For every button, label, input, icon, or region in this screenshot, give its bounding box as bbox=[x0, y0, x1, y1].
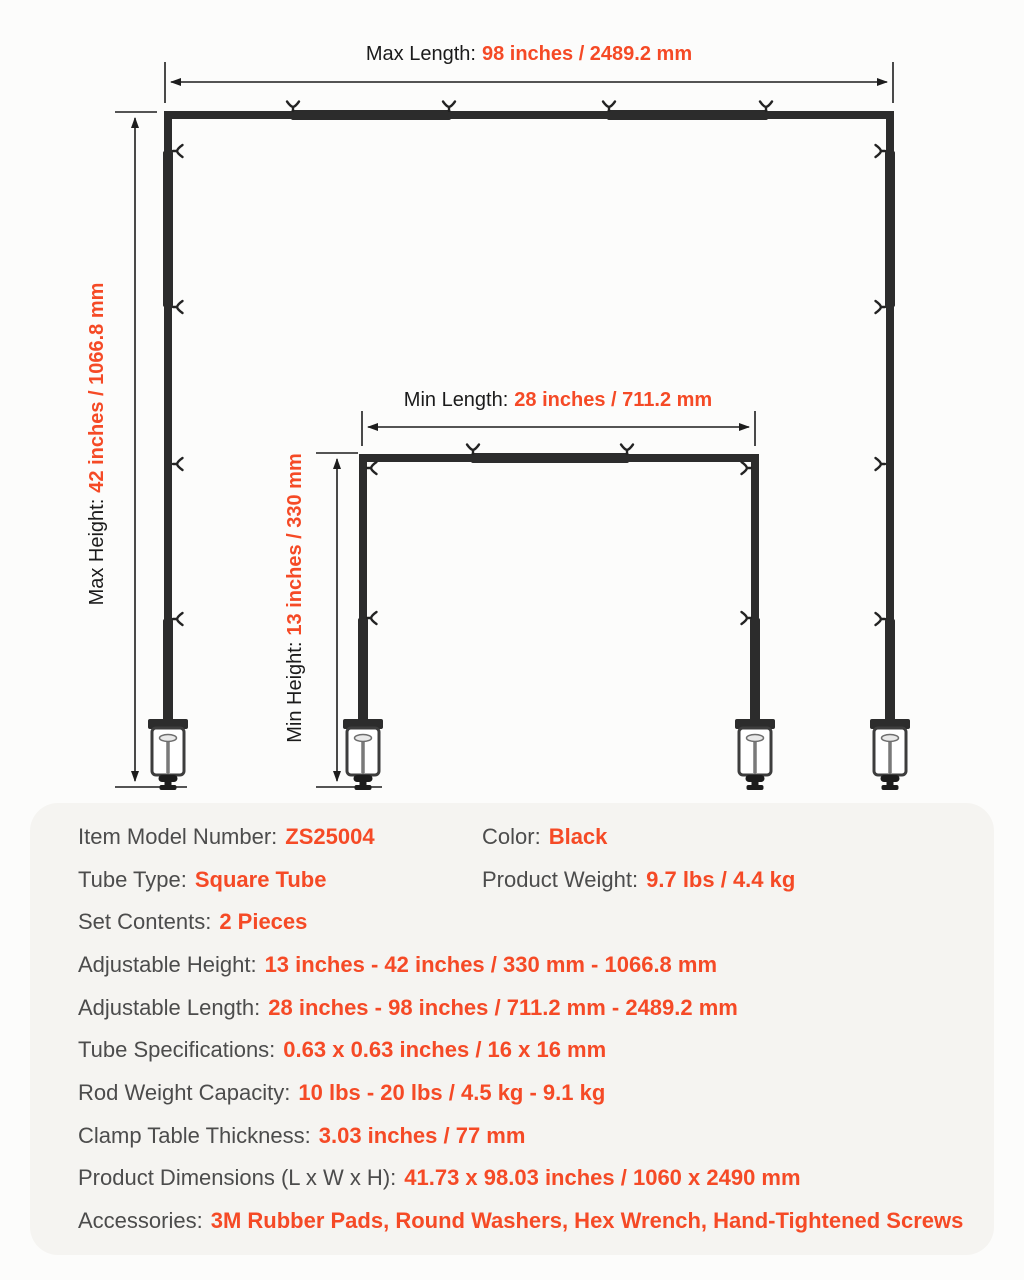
spec-panel bbox=[30, 803, 994, 1255]
spec-value: Square Tube bbox=[194, 867, 327, 892]
small-frame bbox=[358, 453, 760, 727]
spec-label: Set Contents: bbox=[78, 909, 212, 934]
spec-row-adjustable-length bbox=[78, 993, 738, 1023]
spec-label: Item Model Number: bbox=[78, 824, 278, 849]
spec-label: Color: bbox=[482, 824, 541, 849]
table-clamp-outer-left bbox=[148, 719, 188, 790]
spec-value: 28 inches - 98 inches / 711.2 mm - 2489.2 mm bbox=[268, 995, 738, 1020]
spec-value: 3M Rubber Pads, Round Washers, Hex Wrench, Hand-Tightened Screws bbox=[210, 1208, 964, 1233]
spec-value: Black bbox=[548, 824, 608, 849]
min-length-label: Min Length: 28 inches / 711.2 mm bbox=[403, 389, 713, 411]
spec-value: ZS25004 bbox=[285, 824, 375, 849]
large-frame bbox=[163, 110, 895, 727]
spec-value: 9.7 lbs / 4.4 kg bbox=[646, 867, 796, 892]
spec-row-clamp-table-thickness bbox=[78, 1121, 525, 1151]
table-clamp-outer-right bbox=[870, 719, 910, 790]
spec-row-weight bbox=[482, 865, 795, 895]
spec-row-accessories bbox=[78, 1206, 963, 1236]
spec-value: 13 inches - 42 inches / 330 mm - 1066.8 mm bbox=[264, 952, 718, 977]
min-height-label: Min Height:13 inches / 330 mm bbox=[284, 453, 306, 743]
max-length-label: Max Length: 98 inches / 2489.2 mm bbox=[365, 43, 693, 65]
spec-row-adjustable-height bbox=[78, 950, 717, 980]
spec-row-set-contents bbox=[78, 907, 307, 937]
spec-value: 41.73 x 98.03 inches / 1060 x 2490 mm bbox=[404, 1165, 801, 1190]
max-height-label: Max Height:42 inches / 1066.8 mm bbox=[86, 282, 108, 606]
spec-row-rod-weight-capacity bbox=[78, 1078, 605, 1108]
spec-label: Tube Type: bbox=[78, 867, 187, 892]
min-length-dimension bbox=[362, 389, 755, 446]
max-length-dimension bbox=[165, 43, 893, 103]
spec-row-tube-specifications bbox=[78, 1035, 606, 1065]
spec-row-color bbox=[482, 822, 607, 852]
spec-value: 3.03 inches / 77 mm bbox=[318, 1123, 526, 1148]
spec-value: 10 lbs - 20 lbs / 4.5 kg - 9.1 kg bbox=[298, 1080, 606, 1105]
spec-row-model bbox=[78, 822, 375, 852]
spec-label: Rod Weight Capacity: bbox=[78, 1080, 291, 1105]
spec-row-product-dimensions bbox=[78, 1163, 801, 1193]
spec-label: Product Weight: bbox=[482, 867, 639, 892]
spec-row-tube-type bbox=[78, 865, 326, 895]
spec-label: Adjustable Length: bbox=[78, 995, 261, 1020]
table-clamp-inner-left bbox=[343, 719, 383, 790]
spec-value: 2 Pieces bbox=[219, 909, 308, 934]
spec-label: Product Dimensions (L x W x H): bbox=[78, 1165, 397, 1190]
table-clamp-inner-right bbox=[735, 719, 775, 790]
spec-label: Adjustable Height: bbox=[78, 952, 257, 977]
spec-label: Accessories: bbox=[78, 1208, 203, 1233]
spec-value: 0.63 x 0.63 inches / 16 x 16 mm bbox=[283, 1037, 607, 1062]
spec-label: Clamp Table Thickness: bbox=[78, 1123, 311, 1148]
rod-clips bbox=[173, 102, 885, 626]
spec-label: Tube Specifications: bbox=[78, 1037, 276, 1062]
